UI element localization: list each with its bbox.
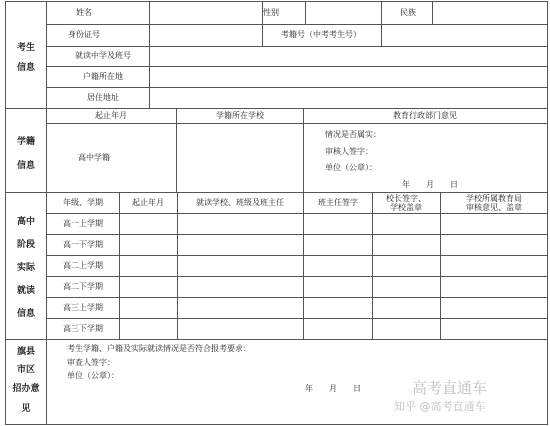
section-county-line1: 旗县: [16, 347, 36, 357]
county-opinion-date: 年 月 日: [305, 384, 361, 393]
high-school-status-label: 高中学籍: [78, 153, 110, 162]
exam-number-label: 考籍号（中考考生号）: [281, 30, 361, 39]
watermark-byline: 知乎 @高考直通车: [394, 400, 486, 413]
section-county-line4: 见: [21, 404, 31, 414]
school-class-label: 就读中学及班号: [75, 51, 131, 60]
section-county-line3: 招办意: [12, 384, 40, 394]
watermark-title: 高考直通车: [412, 379, 488, 397]
edu-opinion-stamp: 单位（公章）：: [325, 163, 377, 172]
gender-label: 性别: [263, 8, 279, 17]
att-header-principal-sign-2: 学校盖章: [390, 203, 422, 212]
att-header-period: 起止年月: [132, 198, 164, 207]
section-attendance-line2: 阶段: [16, 240, 36, 250]
att-header-principal-sign-1: 校长签字、: [386, 194, 426, 203]
edu-opinion-date: 年 月 日: [402, 180, 458, 189]
term-row-label: 高一上学期: [63, 219, 103, 228]
edu-opinion-verified: 情况是否属实：: [325, 130, 381, 139]
term-row-label: 高三上学期: [63, 303, 103, 312]
term-row-label: 高二下学期: [63, 282, 103, 291]
section-candidate-info-line1: 考生: [16, 43, 36, 53]
att-header-bureau-1: 学校所属教育局: [466, 194, 522, 203]
county-opinion-stamp: 单位（公章）：: [67, 371, 119, 380]
residence-address-label: 居住地址: [87, 93, 119, 102]
section-candidate-info-line2: 信息: [16, 63, 36, 73]
att-header-teacher-sign: 班主任签字: [318, 198, 358, 207]
section-county-line2: 市区: [16, 365, 36, 375]
section-attendance-line5: 信息: [16, 309, 36, 319]
status-school-header: 学籍所在学校: [216, 111, 264, 120]
ethnicity-label: 民族: [400, 8, 416, 17]
county-opinion-reviewer: 审查人签字：: [67, 358, 115, 367]
term-row-label: 高二上学期: [63, 261, 103, 270]
county-opinion-question: 考生学籍、户籍及实际就读情况是否符合报考要求：: [67, 344, 251, 353]
section-attendance-line4: 就读: [16, 286, 36, 296]
section-attendance-line1: 高中: [16, 217, 36, 227]
term-row-label: 高一下学期: [63, 240, 103, 249]
section-attendance-line3: 实际: [16, 263, 36, 273]
att-header-school: 就读学校、班级及班主任: [196, 198, 284, 207]
edu-opinion-reviewer: 审核人签字：: [325, 147, 373, 156]
section-status-info-line1: 学籍: [16, 137, 36, 147]
household-registration-label: 户籍所在地: [83, 72, 123, 81]
status-period-header: 起止年月: [95, 111, 127, 120]
term-row-label: 高三下学期: [63, 324, 103, 333]
section-status-info-line2: 信息: [16, 161, 36, 171]
att-header-bureau-2: 审核意见、盖章: [466, 203, 522, 212]
att-header-term: 年级、学期: [63, 198, 103, 207]
status-edu-dept-header: 教育行政部门意见: [393, 111, 457, 120]
id-number-label: 身份证号: [68, 30, 100, 39]
name-label: 姓名: [76, 8, 92, 17]
